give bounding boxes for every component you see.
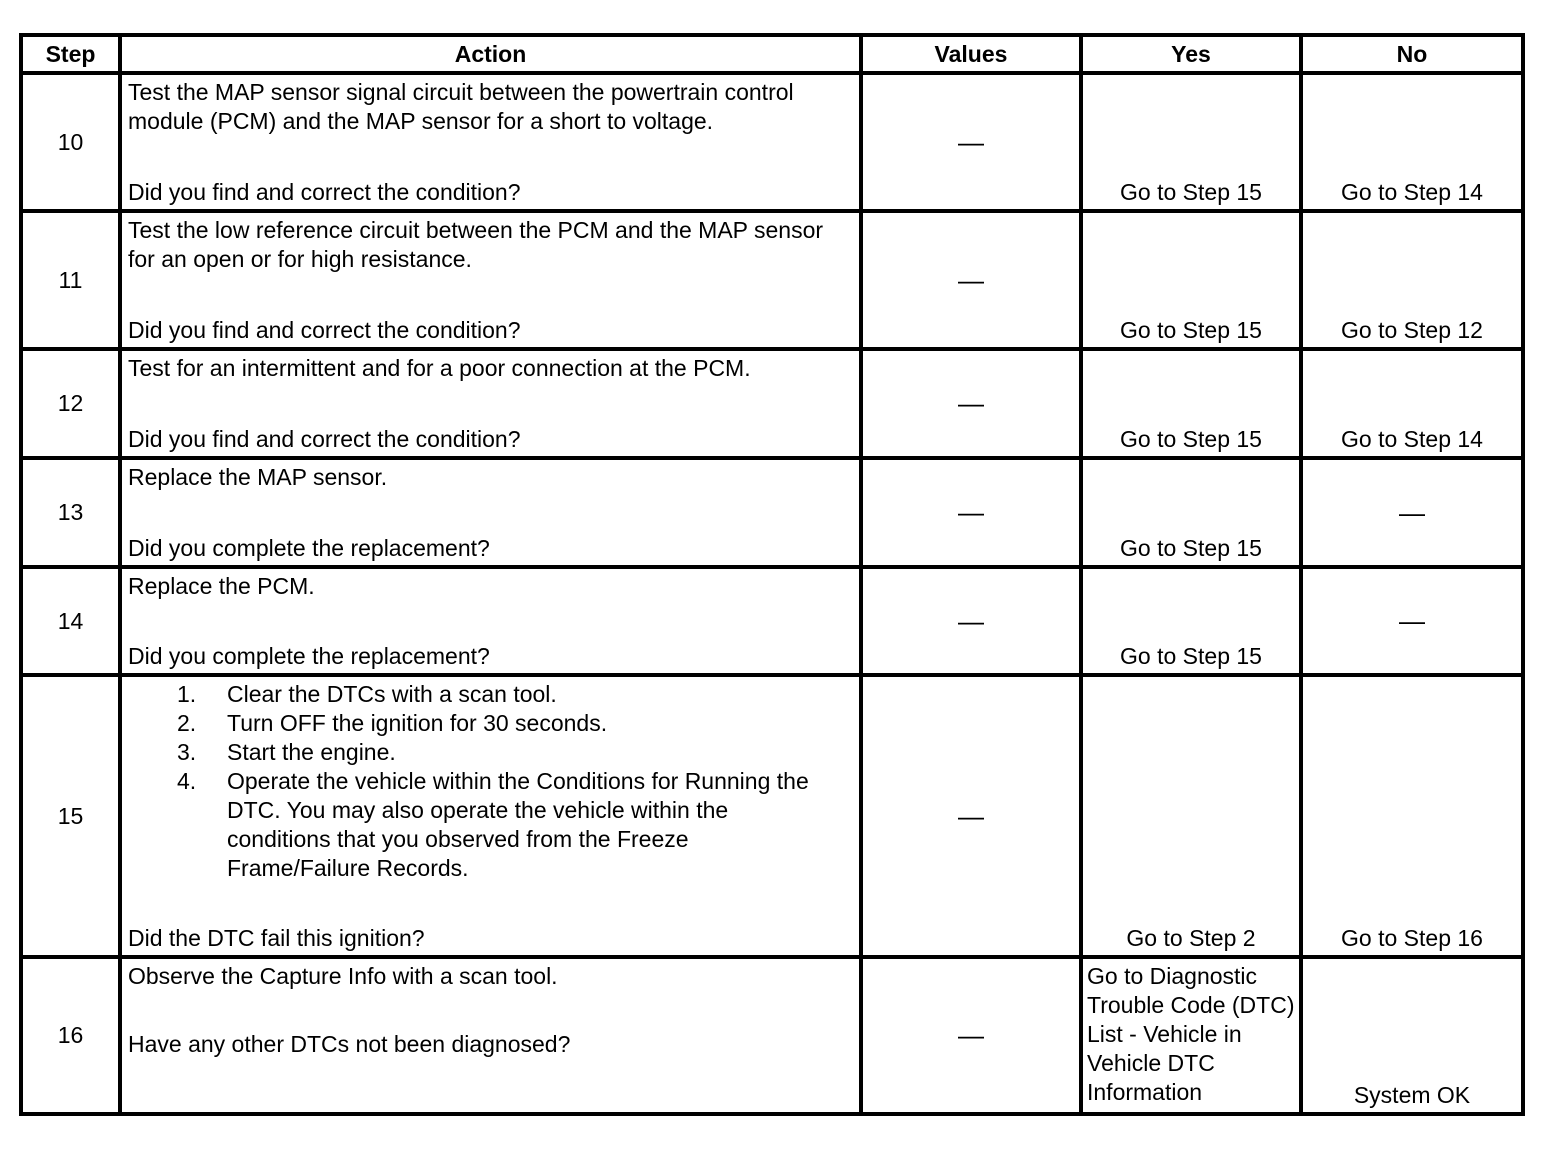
values-cell: — bbox=[861, 73, 1081, 211]
no-cell bbox=[1301, 675, 1523, 957]
action-question: Did you find and correct the condition? bbox=[128, 179, 521, 205]
no-cell bbox=[1301, 73, 1523, 211]
action-question: Have any other DTCs not been diagnosed? bbox=[128, 1031, 571, 1057]
action-cell bbox=[120, 957, 861, 1114]
no-cell bbox=[1301, 957, 1523, 1114]
values-cell: — bbox=[861, 349, 1081, 458]
no-link: Go to Step 14 bbox=[1341, 179, 1483, 205]
yes-link: Go to Step 2 bbox=[1126, 925, 1256, 951]
no-cell bbox=[1301, 211, 1523, 349]
action-cell bbox=[120, 349, 861, 458]
action-question: Did you find and correct the condition? bbox=[128, 426, 521, 452]
action-text: Replace the PCM. bbox=[128, 573, 315, 599]
yes-cell bbox=[1081, 458, 1301, 567]
action-question: Did you find and correct the condition? bbox=[128, 317, 521, 343]
list-item-text: Turn OFF the ignition for 30 seconds. bbox=[227, 710, 608, 736]
values-cell: — bbox=[861, 211, 1081, 349]
list-item-number: 3. bbox=[177, 739, 197, 765]
yes-cell bbox=[1081, 675, 1301, 957]
action-cell bbox=[120, 211, 861, 349]
yes-cell bbox=[1081, 349, 1301, 458]
table-row bbox=[21, 349, 1523, 458]
header-no: No bbox=[1301, 35, 1523, 73]
no-link: Go to Step 16 bbox=[1341, 925, 1483, 951]
action-text: Replace the MAP sensor. bbox=[128, 464, 388, 490]
list-item-number: 2. bbox=[177, 710, 197, 736]
yes-link: Go to Step 15 bbox=[1120, 317, 1262, 343]
step-number: 12 bbox=[21, 349, 120, 458]
header-step: Step bbox=[21, 35, 120, 73]
no-link: Go to Step 14 bbox=[1341, 426, 1483, 452]
list-item bbox=[128, 767, 853, 883]
no-cell bbox=[1301, 567, 1523, 675]
no-cell bbox=[1301, 458, 1523, 567]
no-link: — bbox=[1399, 605, 1425, 636]
header-values: Values bbox=[861, 35, 1081, 73]
step-number: 15 bbox=[21, 675, 120, 957]
action-text: Test the low reference circuit between the PCM and the MAP sensor for an open or for high resistance. bbox=[128, 217, 824, 272]
action-text: Observe the Capture Info with a scan tool. bbox=[128, 963, 558, 989]
yes-link: Go to Step 15 bbox=[1120, 179, 1262, 205]
values-cell: — bbox=[861, 458, 1081, 567]
no-link: Go to Step 12 bbox=[1341, 317, 1483, 343]
list-item bbox=[128, 709, 853, 738]
no-cell bbox=[1301, 349, 1523, 458]
list-item bbox=[128, 738, 853, 767]
header-yes: Yes bbox=[1081, 35, 1301, 73]
yes-cell bbox=[1081, 567, 1301, 675]
yes-link: Go to Step 15 bbox=[1120, 643, 1262, 669]
list-item-number: 4. bbox=[177, 768, 197, 794]
action-cell bbox=[120, 567, 861, 675]
action-question: Did you complete the replacement? bbox=[128, 535, 490, 561]
table-row bbox=[21, 567, 1523, 675]
action-steps-list bbox=[128, 680, 853, 883]
table-row bbox=[21, 675, 1523, 957]
action-list-container bbox=[122, 677, 859, 883]
action-cell bbox=[120, 458, 861, 567]
diagnostic-table bbox=[19, 33, 1525, 1116]
yes-cell bbox=[1081, 211, 1301, 349]
list-item bbox=[128, 680, 853, 709]
action-question: Did the DTC fail this ignition? bbox=[128, 925, 425, 951]
table-row bbox=[21, 211, 1523, 349]
action-text: Test for an intermittent and for a poor connection at the PCM. bbox=[128, 355, 751, 381]
table-row bbox=[21, 73, 1523, 211]
step-number: 10 bbox=[21, 73, 120, 211]
no-link: — bbox=[1399, 497, 1425, 527]
action-cell bbox=[120, 73, 861, 211]
yes-link: Go to Step 15 bbox=[1120, 535, 1262, 561]
step-number: 16 bbox=[21, 957, 120, 1114]
action-text: Test the MAP sensor signal circuit between the powertrain control module (PCM) and the MAP sensor for a short to voltage. bbox=[128, 79, 794, 134]
table-row bbox=[21, 458, 1523, 567]
step-number: 13 bbox=[21, 458, 120, 567]
values-cell: — bbox=[861, 567, 1081, 675]
step-number: 11 bbox=[21, 211, 120, 349]
action-cell bbox=[120, 675, 861, 957]
list-item-text: Clear the DTCs with a scan tool. bbox=[227, 681, 557, 707]
yes-cell bbox=[1081, 957, 1301, 1114]
yes-link: Go to Step 15 bbox=[1120, 426, 1262, 452]
list-item-number: 1. bbox=[177, 681, 197, 707]
action-question: Did you complete the replacement? bbox=[128, 643, 490, 669]
yes-link: Go to Diagnostic Trouble Code (DTC) List - Vehicle in Vehicle DTC Information bbox=[1087, 963, 1295, 1105]
values-cell: — bbox=[861, 675, 1081, 957]
no-link: System OK bbox=[1353, 1082, 1471, 1108]
list-item-text: Operate the vehicle within the Conditions for Running the DTC. You may also operate the vehicle within the conditions that you observed from the Freeze Frame/Failure Records. bbox=[227, 768, 809, 881]
table-row bbox=[21, 957, 1523, 1114]
yes-cell bbox=[1081, 73, 1301, 211]
values-cell: — bbox=[861, 957, 1081, 1114]
step-number: 14 bbox=[21, 567, 120, 675]
header-action: Action bbox=[120, 35, 861, 73]
list-item-text: Start the engine. bbox=[227, 739, 396, 765]
table-header-row bbox=[21, 35, 1523, 73]
